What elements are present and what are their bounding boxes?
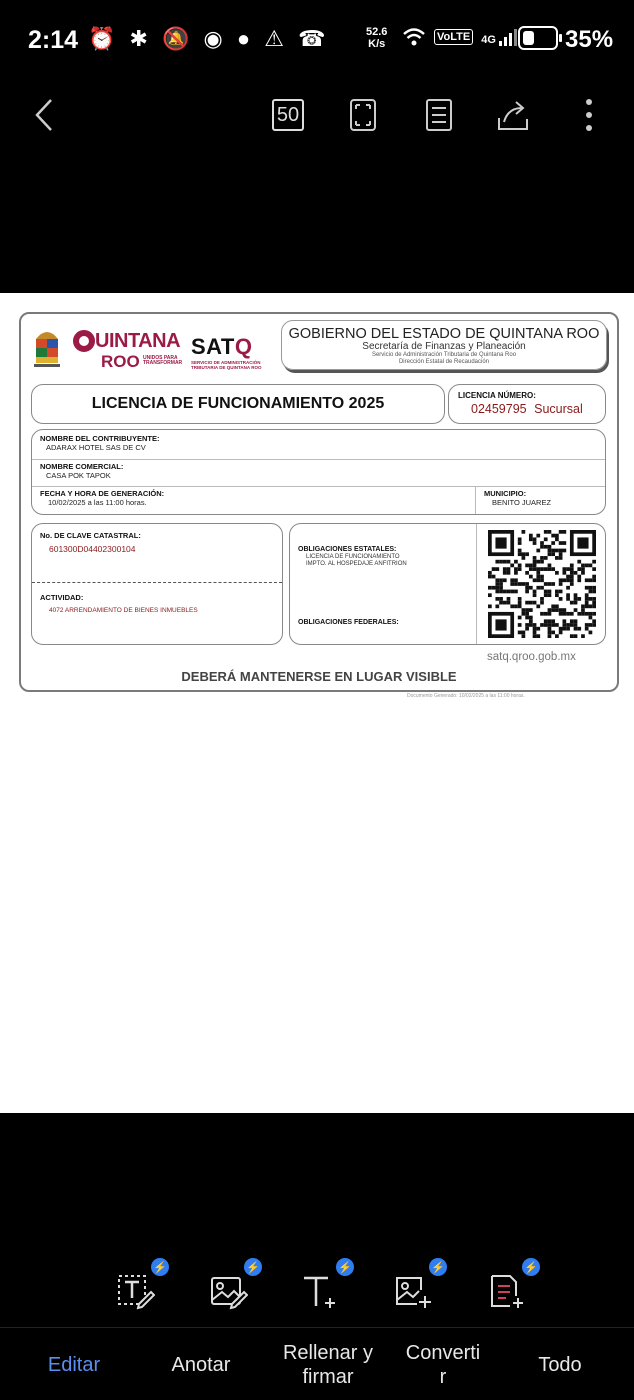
contributor-info bbox=[31, 429, 606, 515]
qr-code-icon bbox=[488, 530, 596, 638]
add-image-tool[interactable] bbox=[393, 1261, 445, 1310]
fill-sign-line-1: Rellenar y bbox=[282, 1341, 374, 1364]
municipality-label: MUNICIPIO: bbox=[484, 489, 527, 498]
contributor-row bbox=[32, 432, 605, 460]
government-header bbox=[281, 320, 607, 370]
network-type bbox=[481, 28, 517, 46]
federal-obligations-label: OBLIGACIONES FEDERALES: bbox=[298, 619, 399, 626]
connectivity-icons bbox=[402, 27, 517, 47]
add-page-icon bbox=[486, 1270, 526, 1310]
edit-image-icon bbox=[208, 1270, 248, 1310]
website-url: satq.qroo.gob.mx bbox=[487, 651, 576, 663]
quintana-roo-logo bbox=[73, 330, 185, 374]
satq-text: SATQ bbox=[191, 334, 253, 359]
add-image-icon bbox=[393, 1270, 433, 1310]
generated-value: 10/02/2025 a las 11:00 horas. bbox=[48, 498, 147, 507]
cadastral-label: No. DE CLAVE CATASTRAL: bbox=[40, 531, 141, 540]
tab-edit[interactable]: Editar bbox=[47, 1353, 101, 1376]
generated-footer: Documento Generado: 10/02/2025 a las 11:00 horas. bbox=[407, 693, 525, 699]
chevron-left-icon bbox=[33, 98, 57, 132]
state-crest-icon bbox=[32, 325, 62, 369]
license-number-box bbox=[448, 384, 606, 424]
add-page-tool[interactable] bbox=[486, 1261, 538, 1310]
satq-subtitle: SERVICIO DE ADMINISTRACIÓN TRIBUTARIA DE QUINTANA ROO bbox=[191, 360, 262, 370]
license-title: LICENCIA DE FUNCIONAMIENTO 2025 bbox=[31, 384, 445, 424]
tools-bar bbox=[0, 1260, 634, 1320]
battery-icon bbox=[518, 26, 558, 50]
gov-subtitle: Secretaría de Finanzas y Planeación bbox=[362, 341, 526, 352]
logo-tagline: UNIDOS PARA TRANSFORMAR bbox=[143, 355, 183, 366]
qr-separator bbox=[476, 524, 477, 644]
fullscreen-button[interactable] bbox=[340, 92, 386, 138]
activity-label: ACTIVIDAD: bbox=[40, 593, 84, 602]
obligations-box bbox=[289, 523, 606, 645]
convert-line-2: r bbox=[439, 1365, 447, 1388]
battery-percent: 35% bbox=[565, 26, 614, 53]
page-count: 50 bbox=[272, 99, 304, 131]
volte-icon: VoLTE bbox=[434, 29, 473, 45]
activity-value: 4072 ARRENDAMIENTO DE BIENES INMUEBLES bbox=[49, 607, 198, 614]
page-count-button[interactable] bbox=[265, 92, 311, 138]
generated-row bbox=[32, 487, 605, 515]
bottom-navigation bbox=[0, 1327, 634, 1400]
tab-convert[interactable] bbox=[395, 1328, 491, 1400]
document-icon bbox=[425, 98, 453, 132]
logo-roo-text: ROO bbox=[101, 352, 140, 371]
edit-text-icon bbox=[115, 1270, 155, 1310]
premium-badge: ⚡ bbox=[429, 1258, 447, 1276]
contributor-value: ADARAX HOTEL SAS DE CV bbox=[46, 443, 146, 452]
tab-all[interactable]: Todo bbox=[538, 1353, 582, 1376]
state-obligation-2: IMPTO. AL HOSPEDAJE ANFITRION bbox=[306, 561, 407, 567]
commercial-label: NOMBRE COMERCIAL: bbox=[40, 462, 124, 471]
commercial-value: CASA POK TAPOK bbox=[46, 471, 111, 480]
edit-image-tool[interactable] bbox=[208, 1261, 260, 1310]
license-card bbox=[19, 312, 619, 692]
gov-line-1: Servicio de Administración Tributaria de Quintana Roo bbox=[371, 352, 517, 358]
state-obligation-1: LICENCIA DE FUNCIONAMIENTO bbox=[306, 554, 400, 560]
share-icon bbox=[496, 98, 530, 132]
gov-line-2: Dirección Estatal de Recaudación bbox=[398, 359, 490, 365]
battery-fill bbox=[523, 31, 534, 45]
tab-annotate[interactable]: Anotar bbox=[171, 1353, 231, 1376]
gov-title: GOBIERNO DEL ESTADO DE QUINTANA ROO bbox=[288, 326, 600, 342]
state-obligations-list bbox=[306, 554, 407, 568]
edit-text-tool[interactable] bbox=[115, 1261, 167, 1310]
network-label: 4G bbox=[481, 34, 496, 46]
signal-icon bbox=[499, 28, 517, 46]
municipality-value: BENITO JUAREZ bbox=[492, 498, 552, 507]
fill-sign-line-2: firmar bbox=[302, 1365, 354, 1388]
convert-line-1: Converti bbox=[405, 1341, 481, 1364]
cadastral-value: 601300D04402300104 bbox=[49, 544, 136, 554]
more-vertical-icon bbox=[585, 98, 593, 132]
municipality-cell bbox=[475, 487, 551, 515]
tab-fill-sign[interactable] bbox=[272, 1328, 384, 1400]
satq-logo bbox=[191, 334, 281, 370]
more-options-button[interactable] bbox=[566, 92, 612, 138]
status-time: 2:14 bbox=[28, 26, 79, 54]
state-obligations-label: OBLIGACIONES ESTATALES: bbox=[298, 546, 397, 553]
fullscreen-icon bbox=[349, 98, 377, 132]
license-number-label: LICENCIA NÚMERO: bbox=[458, 391, 536, 400]
visible-notice: DEBERÁ MANTENERSE EN LUGAR VISIBLE bbox=[181, 669, 457, 684]
wifi-icon bbox=[402, 27, 426, 47]
premium-badge: ⚡ bbox=[151, 1258, 169, 1276]
status-bar bbox=[0, 0, 634, 80]
speed-unit: K/s bbox=[368, 38, 386, 50]
document-page[interactable] bbox=[0, 293, 634, 1113]
speed-value: 52.6 bbox=[366, 26, 388, 38]
network-speed bbox=[366, 26, 387, 50]
add-text-icon bbox=[300, 1270, 340, 1310]
generated-label: FECHA Y HORA DE GENERACIÓN: bbox=[40, 489, 165, 498]
view-mode-button[interactable] bbox=[416, 92, 462, 138]
contributor-label: NOMBRE DEL CONTRIBUYENTE: bbox=[40, 434, 160, 443]
logo-quintana-text: UINTANA bbox=[73, 330, 185, 353]
add-text-tool[interactable] bbox=[300, 1261, 352, 1310]
premium-badge: ⚡ bbox=[522, 1258, 540, 1276]
premium-badge: ⚡ bbox=[336, 1258, 354, 1276]
dashed-divider bbox=[32, 582, 282, 583]
premium-badge: ⚡ bbox=[244, 1258, 262, 1276]
license-number-value: 02459795 Sucursal bbox=[471, 402, 583, 416]
cadastral-box bbox=[31, 523, 283, 645]
back-button[interactable] bbox=[22, 92, 68, 138]
top-toolbar bbox=[0, 80, 634, 150]
share-button[interactable] bbox=[490, 92, 536, 138]
commercial-row bbox=[32, 460, 605, 487]
notification-icons: ⏰ ✱ 🔕 ◉ ● ⚠ ☎ bbox=[88, 26, 330, 51]
